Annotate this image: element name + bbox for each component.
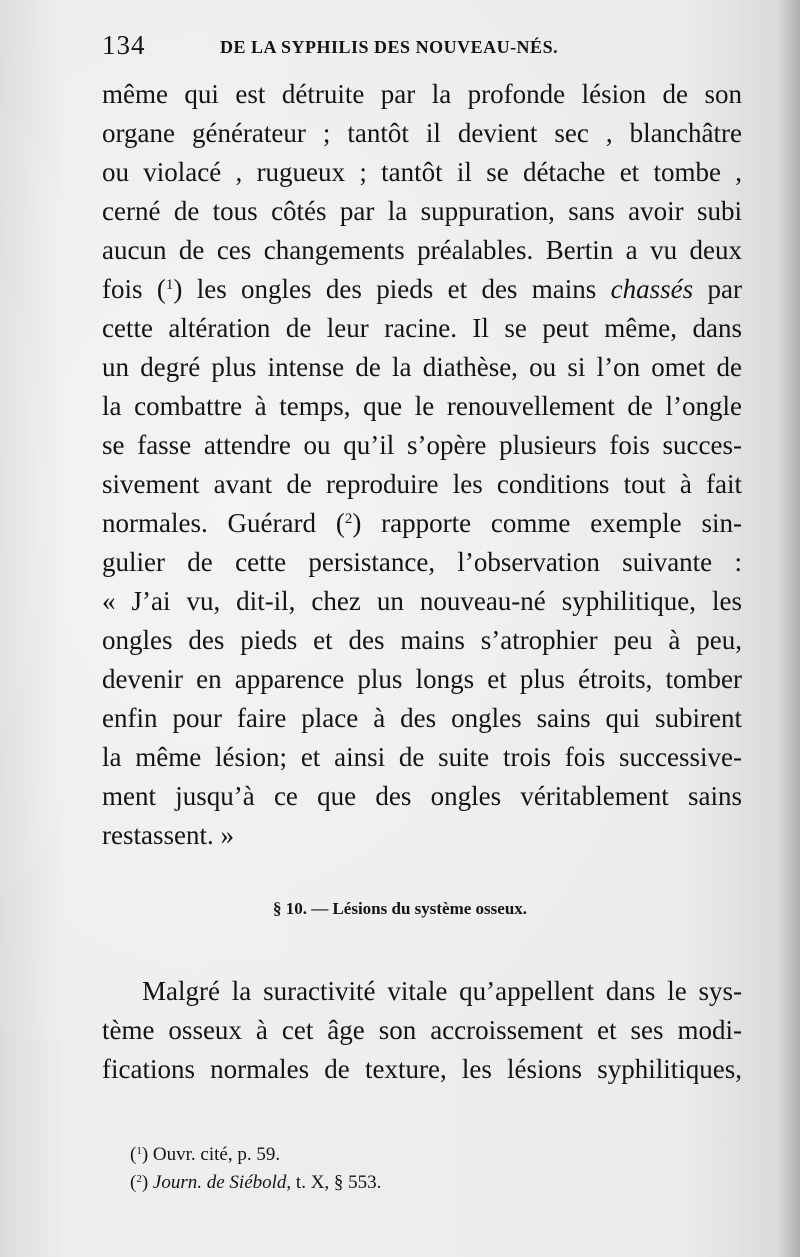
- text-run: Malgré la suractivité vitale qu’appellent dans le sys-: [142, 976, 742, 1006]
- text-line: [102, 1050, 742, 1089]
- text-line: [102, 1011, 742, 1050]
- section-heading: [0, 899, 800, 919]
- text-line: [102, 621, 742, 660]
- text-line: [102, 153, 742, 192]
- section-title: Lésions du système osseux.: [332, 899, 528, 918]
- text-line: [102, 114, 742, 153]
- footnote-text: , t. X, § 553.: [286, 1172, 382, 1193]
- text-run: ongles des pieds et des mains s’atrophier peu à peu,: [102, 625, 742, 655]
- footnote-paren: (: [130, 1144, 137, 1165]
- footnote-ref: 1: [165, 277, 174, 293]
- text-run: cerné de tous côtés par la suppuration, sans avoir subi: [102, 196, 742, 226]
- text-run: fois (: [102, 274, 166, 304]
- text-line: [102, 231, 742, 270]
- footnote-mark: 1: [136, 1145, 142, 1157]
- running-title: DE LA SYPHILIS DES NOUVEAU-NÉS.: [220, 37, 559, 57]
- text-line: [102, 387, 742, 426]
- text-line: [102, 738, 742, 777]
- text-run: enfin pour faire place à des ongles sains qui subirent: [102, 703, 742, 733]
- text-run: même qui est détruite par la profonde lésion de son: [102, 79, 742, 109]
- page-gutter-shadow: [778, 0, 800, 1257]
- text-line: [102, 543, 742, 582]
- text-run: par: [693, 274, 742, 304]
- text-run: « J’ai vu, dit-il, chez un nouveau-né syphilitique, les: [102, 586, 742, 616]
- footnote: [130, 1141, 730, 1169]
- text-line: [102, 699, 742, 738]
- text-run: ment jusqu’à ce que des ongles véritablement sains: [102, 781, 742, 811]
- italic-word: chassés: [610, 274, 694, 304]
- text-run: aucun de ces changements préalables. Bertin a vu deux: [102, 235, 742, 265]
- text-line: [102, 309, 742, 348]
- text-line: [102, 75, 742, 114]
- text-line: [102, 348, 742, 387]
- text-line: [102, 777, 742, 816]
- text-run: ) les ongles des pieds et des mains: [173, 274, 611, 304]
- footnote: [130, 1169, 730, 1197]
- footnote-paren: ): [141, 1172, 149, 1193]
- paragraph-bones: [102, 972, 742, 1089]
- text-line: [102, 426, 742, 465]
- footnotes: [130, 1141, 730, 1197]
- footnote-text: Ouvr. cité, p. 59.: [148, 1144, 281, 1165]
- page-number: 134: [102, 30, 146, 60]
- text-run: un degré plus intense de la diathèse, ou si l’on omet de: [102, 352, 742, 382]
- section-number: § 10. —: [272, 899, 329, 918]
- text-run: tème osseux à cet âge son accroissement et ses modi-: [102, 1015, 742, 1045]
- text-line: [102, 972, 742, 1011]
- text-run: organe générateur ; tantôt il devient sec , blanchâtre: [102, 118, 742, 148]
- footnote-mark: 2: [136, 1173, 142, 1185]
- text-run: gulier de cette persistance, l’observation suivante :: [102, 547, 742, 577]
- text-line: [102, 660, 742, 699]
- text-line: [102, 504, 742, 543]
- footnote-italic: Journ. de Siébold: [152, 1172, 287, 1193]
- text-run: normales. Guérard (: [102, 508, 345, 538]
- text-run: devenir en apparence plus longs et plus étroits, tomber: [102, 664, 742, 694]
- footnote-paren: (: [130, 1172, 137, 1193]
- text-line: [102, 192, 742, 231]
- footnote-paren: ): [141, 1144, 149, 1165]
- text-line: [102, 465, 742, 504]
- text-line: [102, 816, 742, 855]
- text-run: fications normales de texture, les lésions syphilitiques,: [102, 1054, 742, 1084]
- text-run: sivement avant de reproduire les conditions tout à fait: [102, 469, 742, 499]
- text-run: cette altération de leur racine. Il se peut même, dans: [102, 313, 742, 343]
- text-run: ou violacé , rugueux ; tantôt il se détache et tombe ,: [102, 157, 742, 187]
- text-run: la combattre à temps, que le renouvellement de l’ongle: [102, 391, 742, 421]
- footnote-ref: 2: [344, 511, 353, 527]
- text-line: [102, 582, 742, 621]
- paragraph-nails: [102, 75, 742, 855]
- page-header: [102, 30, 742, 70]
- text-run: ) rapporte comme exemple sin-: [352, 508, 742, 538]
- text-run: se fasse attendre ou qu’il s’opère plusieurs fois succes-: [102, 430, 742, 460]
- text-line: [102, 270, 742, 309]
- text-run: la même lésion; et ainsi de suite trois fois successive-: [102, 742, 742, 772]
- text-run: restassent. »: [102, 820, 234, 850]
